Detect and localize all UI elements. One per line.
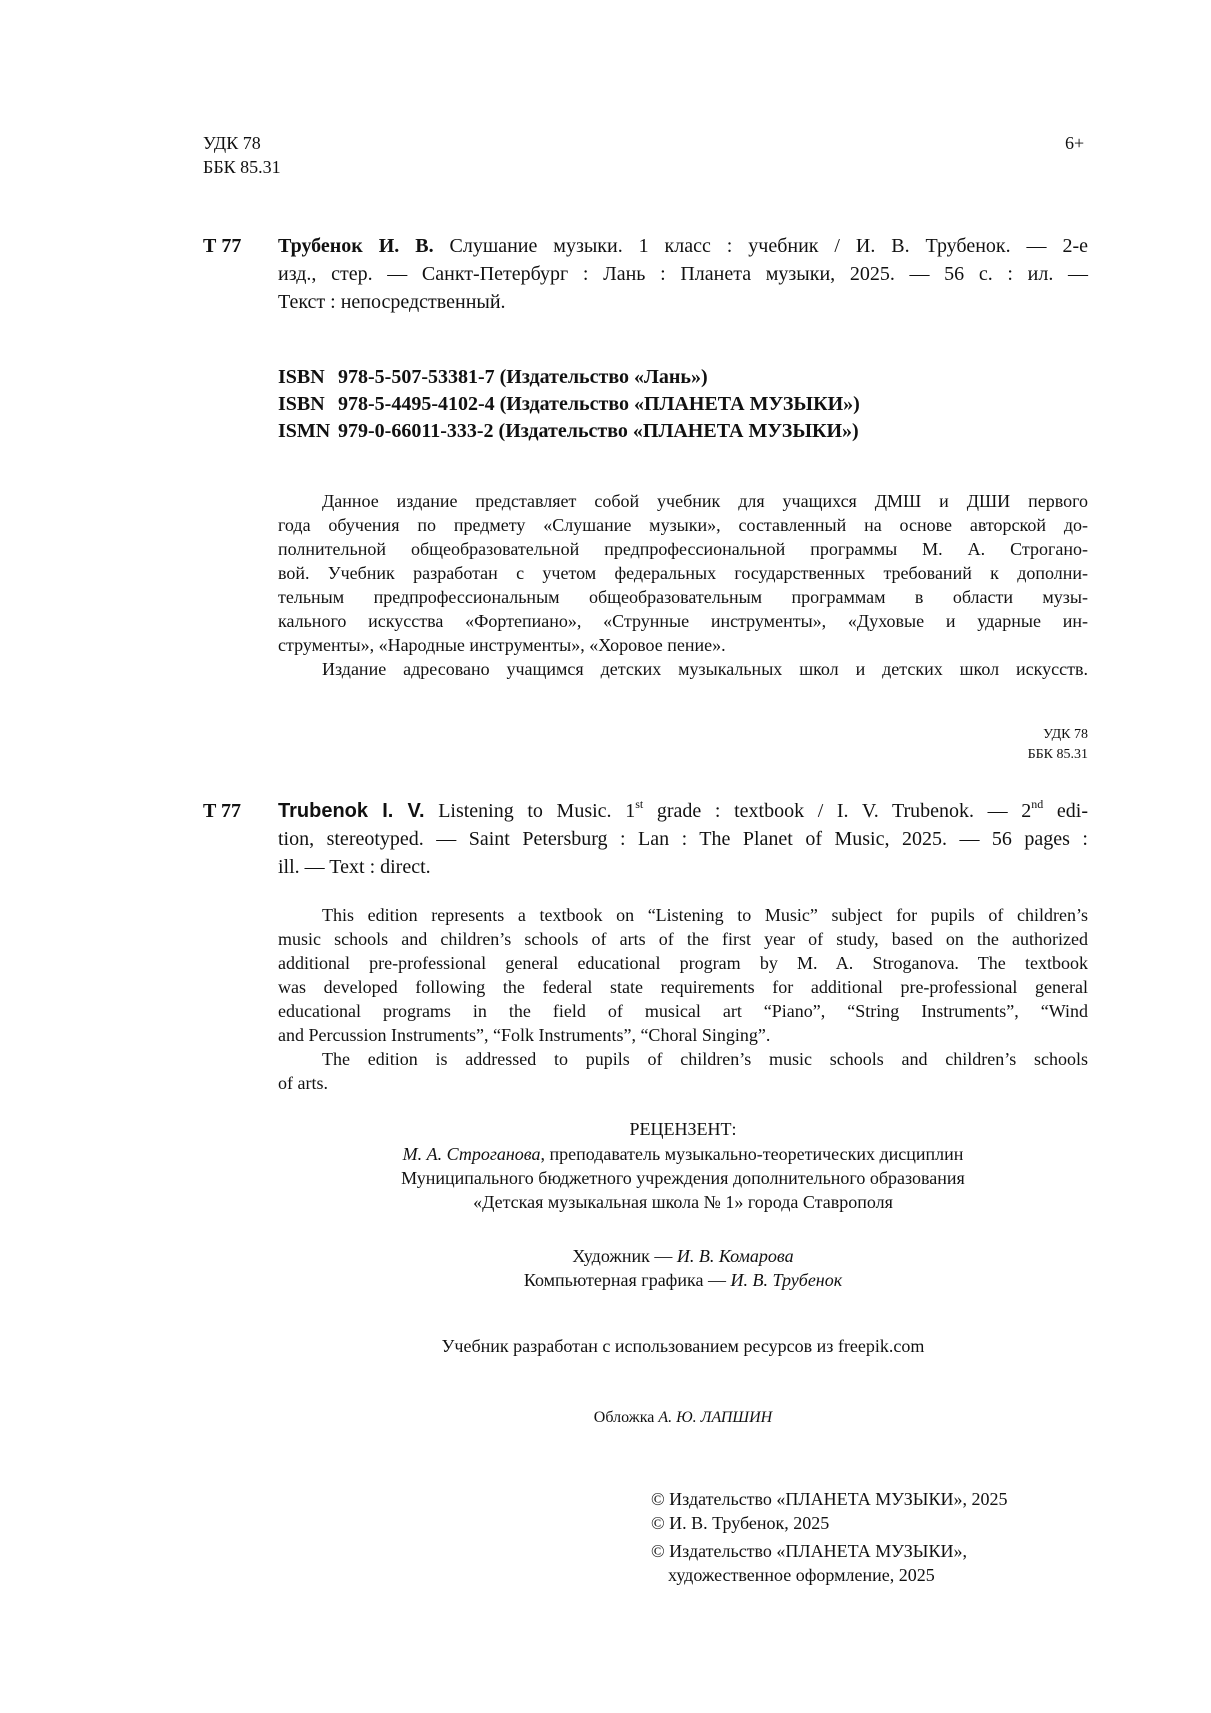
en-entry-line-1 (278, 799, 1088, 823)
ismn-line (278, 419, 859, 443)
isbn-value: 978-5-507-53381-7 (Издательство «Лань») (338, 366, 708, 388)
en-abstract-line: additional pre-professional general educational program by M. A. Stroganova. The textbook (278, 953, 1088, 973)
graphics-label: Компьютерная графика — (523, 1270, 731, 1290)
ru-abstract-line: полнительной общеобразовательной предпрофессиональной программы М. А. Строгано- (278, 539, 1088, 559)
en-abstract-line: of arts. (278, 1073, 328, 1093)
reviewer-heading: РЕЦЕНЗЕНТ: (629, 1119, 737, 1139)
isbn-label: ISBN (278, 366, 325, 388)
ru-entry-title: Слушание музыки. 1 класс : учебник / И. В. Трубенок. — 2-е (433, 235, 1089, 257)
ru-abstract-line: тельным предпрофессиональным общеобразовательным программам в области музы- (278, 587, 1088, 607)
bbk-code: ББК 85.31 (203, 157, 281, 177)
artist-label: Художник — (572, 1246, 677, 1266)
ru-entry-line-3: Текст : непосредственный. (278, 291, 506, 313)
en-entry-code: T 77 (203, 800, 241, 822)
cover-label: Обложка (593, 1409, 659, 1426)
copyright-design: © Издательство «ПЛАНЕТА МУЗЫКИ», (651, 1541, 967, 1561)
en-abstract-line: music schools and children’s schools of arts of the first year of study, based on the authorized (278, 929, 1088, 949)
copyright-author: © И. В. Трубенок, 2025 (651, 1513, 830, 1533)
en-entry-title-a: Listening to Music. 1 (424, 800, 636, 822)
artist-credit (278, 1245, 1088, 1267)
age-rating: 6+ (1065, 133, 1085, 153)
isbn-label: ISBN (278, 393, 325, 415)
bbk-code-right: ББК 85.31 (1027, 747, 1088, 762)
en-entry-author: Trubenok I. V. (278, 800, 425, 822)
reviewer-line-2: Муниципального бюджетного учреждения дополнительного образования (401, 1168, 965, 1188)
udk-code: УДК 78 (203, 133, 261, 153)
cover-credit (278, 1408, 1088, 1428)
en-abstract-line: and Percussion Instruments”, “Folk Instruments”, “Choral Singing”. (278, 1025, 771, 1045)
ru-abstract-line: Издание адресовано учащимся детских музыкальных школ и детских школ искусств. (322, 659, 1088, 679)
ru-entry-line-2: изд., стер. — Санкт-Петербург : Лань : Планета музыки, 2025. — 56 с. : ил. — (278, 263, 1088, 285)
copyright-publisher: © Издательство «ПЛАНЕТА МУЗЫКИ», 2025 (651, 1489, 1008, 1509)
graphics-name: И. В. Трубенок (730, 1270, 843, 1290)
en-abstract-line: This edition represents a textbook on “Listening to Music” subject for pupils of children’s (322, 905, 1088, 925)
isbn-line-2 (278, 392, 860, 416)
en-abstract-line: educational programs in the field of musical art “Piano”, “String Instruments”, “Wind (278, 1001, 1088, 1021)
en-entry-title-c: edi- (1043, 800, 1089, 822)
ordinal-suffix: st (635, 797, 644, 811)
en-entry-line-2: tion, stereotyped. — Saint Petersburg : Lan : The Planet of Music, 2025. — 56 pages : (278, 828, 1088, 850)
resources-note: Учебник разработан с использованием ресурсов из freepik.com (441, 1336, 925, 1356)
ru-entry-line-1 (278, 234, 1088, 258)
reviewer-line-3: «Детская музыкальная школа № 1» города Ставрополя (473, 1192, 893, 1212)
isbn-line-1 (278, 365, 708, 389)
ru-abstract-line: вой. Учебник разработан с учетом федеральных государственных требований к дополни- (278, 563, 1088, 583)
graphics-credit (278, 1269, 1088, 1291)
copyright-design-detail: художественное оформление, 2025 (668, 1565, 935, 1585)
reviewer-line-1 (278, 1143, 1088, 1165)
en-abstract-line: was developed following the federal state requirements for additional pre-professional general (278, 977, 1088, 997)
ismn-value: 979-0-66011-333-2 (Издательство «ПЛАНЕТА МУЗЫКИ») (338, 420, 859, 442)
udk-code-right: УДК 78 (1043, 727, 1088, 742)
en-entry-line-3: ill. — Text : direct. (278, 856, 431, 878)
cover-name: А. Ю. ЛАПШИН (658, 1409, 773, 1426)
ismn-label: ISMN (278, 420, 331, 442)
isbn-value: 978-5-4495-4102-4 (Издательство «ПЛАНЕТА МУЗЫКИ») (338, 393, 860, 415)
en-entry-title-b: grade : textbook / I. V. Trubenok. — 2 (643, 800, 1032, 822)
ru-abstract-line: кального искусства «Фортепиано», «Струнные инструменты», «Духовые и ударные ин- (278, 611, 1088, 631)
en-abstract-line: The edition is addressed to pupils of children’s music schools and children’s schools (322, 1049, 1088, 1069)
artist-name: И. В. Комарова (676, 1246, 794, 1266)
reviewer-position: , преподаватель музыкально-теоретических дисциплин (540, 1144, 964, 1164)
ordinal-suffix: nd (1031, 797, 1044, 811)
ru-abstract-line: струменты», «Народные инструменты», «Хоровое пение». (278, 635, 726, 655)
ru-abstract-line: года обучения по предмету «Слушание музыки», составленный на основе авторской до- (278, 515, 1088, 535)
ru-entry-code: Т 77 (203, 235, 242, 257)
reviewer-name: М. А. Строганова (402, 1144, 541, 1164)
ru-abstract-line: Данное издание представляет собой учебник для учащихся ДМШ и ДШИ первого (322, 491, 1088, 511)
ru-entry-author: Трубенок И. В. (278, 235, 434, 257)
